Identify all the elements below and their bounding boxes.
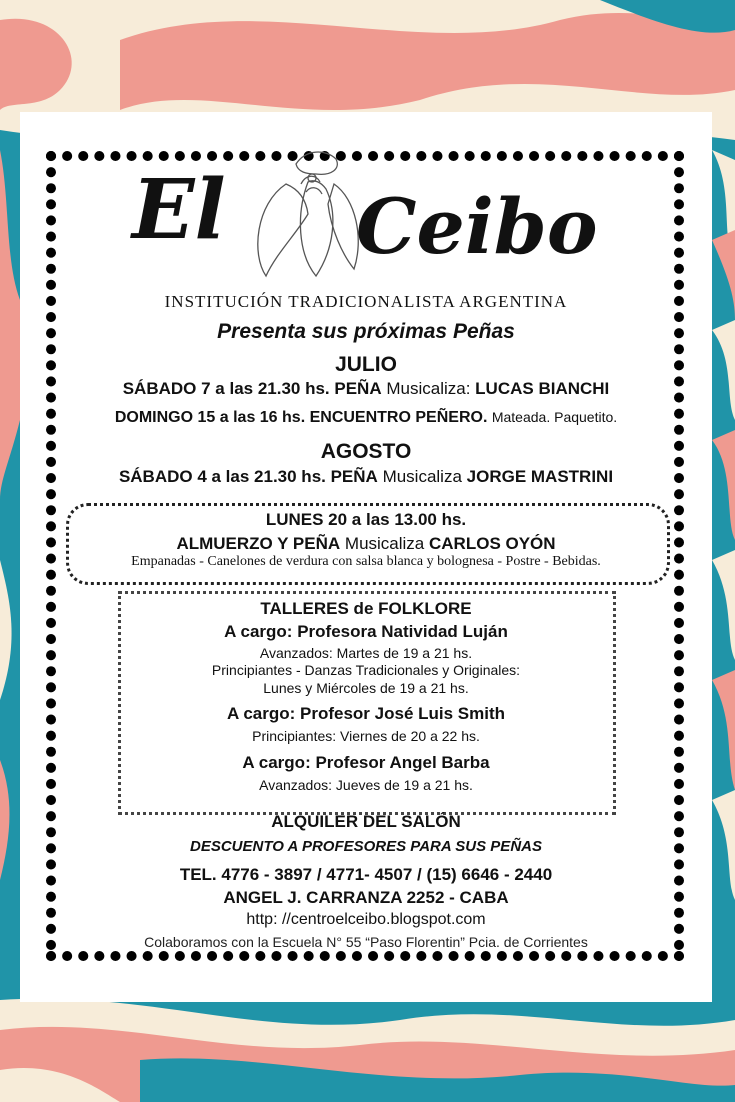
taller-3-line-1: Avanzados: Jueves de 19 a 21 hs. — [259, 777, 473, 793]
lunes-menu: Empanadas - Canelones de verdura con salsa blanca y bolognesa - Postre - Bebidas. — [131, 554, 601, 569]
address-line: ANGEL J. CARRANZA 2252 - CABA — [223, 888, 509, 907]
alquiler-heading: ALQUILER DEL SALÓN — [271, 812, 461, 831]
agosto-line-1 — [20, 467, 712, 487]
taller-1-head: A cargo: Profesora Natividad Luján — [224, 622, 508, 641]
julio-artist: LUCAS BIANCHI — [475, 379, 610, 398]
julio-title: JULIO — [335, 353, 397, 376]
taller-2-line-1: Principiantes: Viernes de 20 a 22 hs. — [252, 728, 480, 744]
lunes-musicaliza: Musicaliza — [344, 534, 425, 553]
taller-3-head: A cargo: Profesor Angel Barba — [242, 753, 490, 772]
logo-word-el: El — [132, 162, 226, 258]
presenta-heading: Presenta sus próximas Peñas — [217, 320, 515, 343]
julio-event-2-detail: Mateada. Paquetito. — [491, 409, 618, 425]
lunes-artist: CARLOS OYÓN — [429, 534, 556, 553]
julio-musicaliza: Musicaliza: — [386, 379, 471, 398]
flyer-card — [20, 112, 712, 1002]
lunes-line — [20, 534, 712, 554]
colaboramos-line: Colaboramos con la Escuela N° 55 “Paso Florentin” Pcia. de Corrientes — [144, 934, 588, 950]
agosto-event-1: SÁBADO 4 a las 21.30 hs. PEÑA — [118, 467, 378, 486]
julio-event-1: SÁBADO 7 a las 21.30 hs. PEÑA — [122, 379, 382, 398]
agosto-title: AGOSTO — [320, 440, 412, 463]
agosto-artist: JORGE MASTRINI — [466, 467, 614, 486]
descuento-line: DESCUENTO A PROFESORES PARA SUS PEÑAS — [189, 838, 542, 855]
lunes-title: LUNES 20 a las 13.00 hs. — [265, 510, 467, 529]
julio-event-2: DOMINGO 15 a las 16 hs. ENCUENTRO PEÑERO. — [114, 409, 488, 426]
website-link[interactable]: http: //centroelceibo.blogspot.com — [246, 911, 486, 928]
telephone-line: TEL. 4776 - 3897 / 4771- 4507 / (15) 6646 - 2440 — [179, 865, 553, 884]
talleres-title: TALLERES de FOLKLORE — [260, 599, 472, 618]
taller-1-line-3: Lunes y Miércoles de 19 a 21 hs. — [263, 680, 469, 696]
taller-1-line-1: Avanzados: Martes de 19 a 21 hs. — [259, 645, 473, 661]
institution-subtitle: INSTITUCIÓN TRADICIONALISTA ARGENTINA — [164, 292, 568, 311]
julio-line-2 — [20, 409, 712, 427]
lunes-event: ALMUERZO Y PEÑA — [176, 534, 341, 553]
agosto-musicaliza: Musicaliza — [382, 467, 462, 486]
taller-2-head: A cargo: Profesor José Luis Smith — [226, 704, 506, 723]
taller-1-line-2: Principiantes - Danzas Tradicionales y Originales: — [211, 662, 521, 678]
julio-line-1 — [20, 379, 712, 399]
logo-word-ceibo: Ceibo — [356, 182, 598, 271]
